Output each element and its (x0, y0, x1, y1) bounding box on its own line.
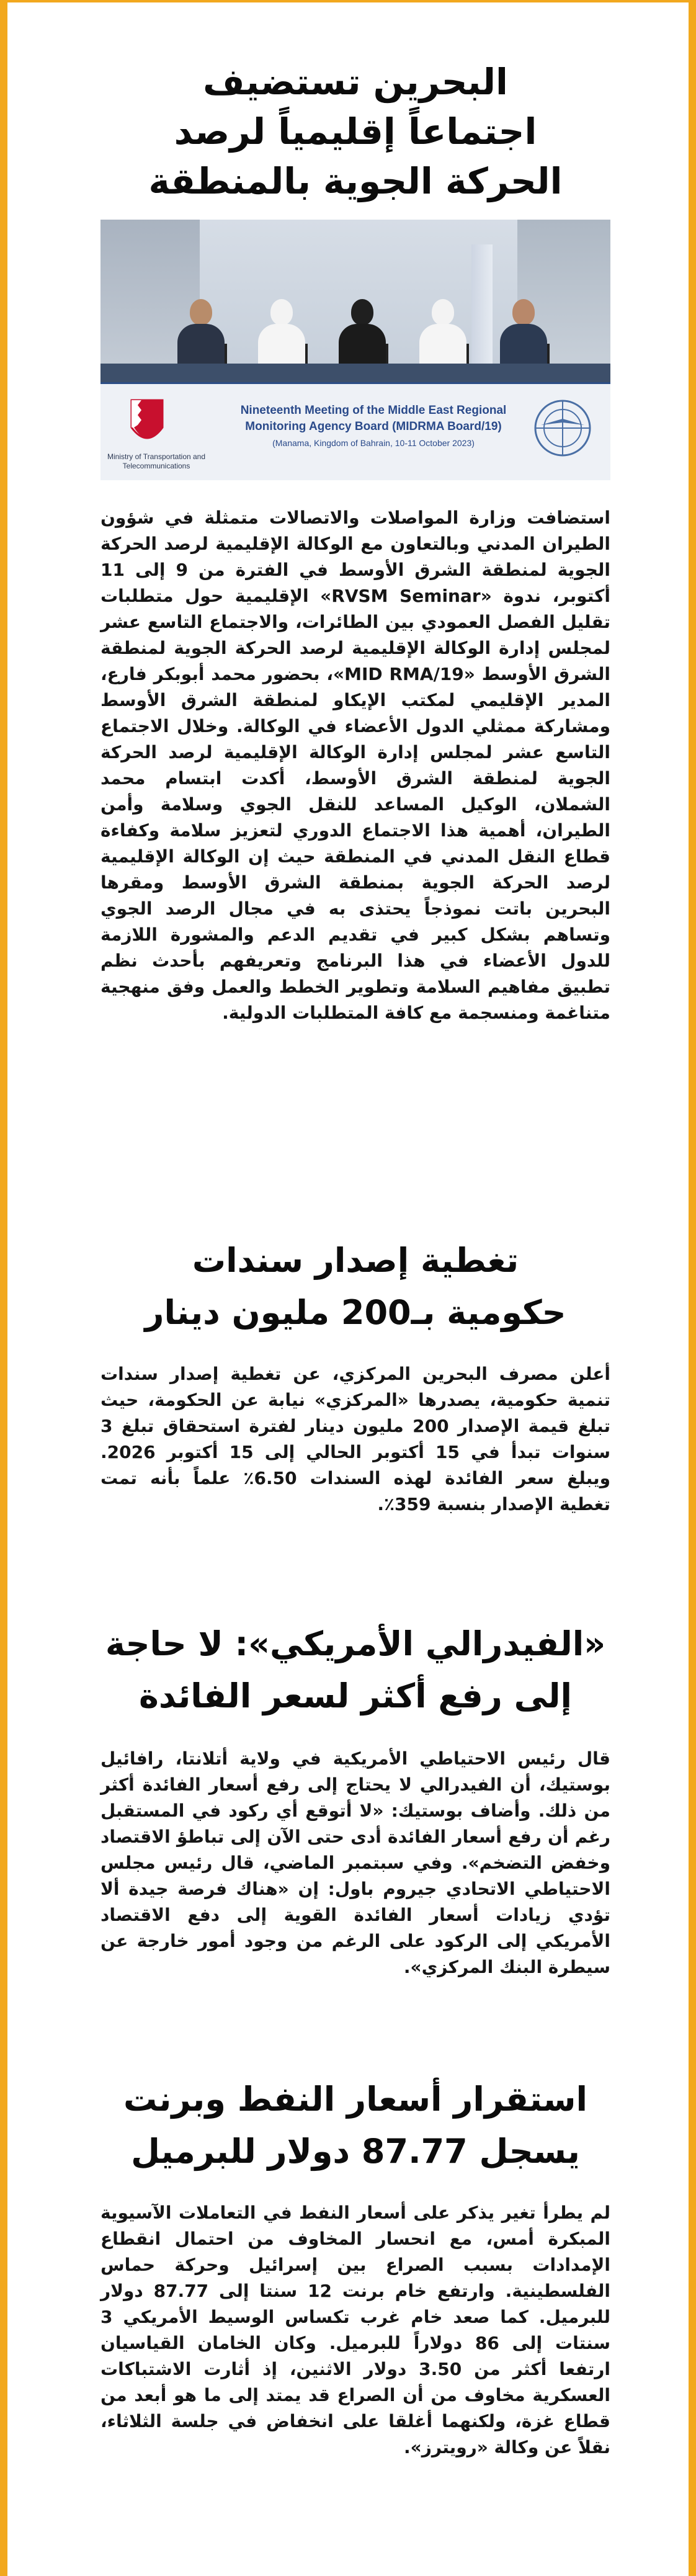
panelist (417, 299, 469, 373)
article-body: أعلن مصرف البحرين المركزي، عن تغطية إصدار سندات تنمية حكومية، يصدرها «المركزي» نيابة عن الحكومة، حيث تبلغ قيمة الإصدار 200 مليون دينار لفترة استحقاق تبلغ 3 سنوات تبدأ في 15 أكتوبر الحالي إلى 15 أكتوبر 2026. ويبلغ سعر الفائدة لهذه السندات 6.50٪ علماً بأنه تمت تغطية الإصدار بنسبة 359٪. (100, 1364, 611, 1514)
article-body: استضافت وزارة المواصلات والاتصالات متمثلة في شؤون الطيران المدني وبالتعاون مع الوكالة الإقليمية لرصد الحركة الجوية لمنطقة الشرق الأوسط في الفترة من 9 إلى 11 أكتوبر، ندوة «RVSM Seminar» الإقليمية حول متطلبات تقليل الفصل العمودي بين الطائرات، والاجتماع التاسع عشر لمجلس إدارة الوكالة الإقليمية لرصد الحركة الجوية لمنطقة الشرق الأوسط «19/MID RMA»، بحضور محمد أبوبكر فارع، المدير الإقليمي لمكتب الإيكاو لمنطقة الشرق الأوسط ومشاركة ممثلي الدول الأعضاء في الوكالة. وخلال الاجتماع التاسع عشر لمجلس إدارة الوكالة الإقليمية لرصد الحركة الجوية لمنطقة الشرق الأوسط، أكدت ابتسام محمد الشملان، الوكيل المساعد للنقل الجوي وسلامة وأمن الطيران، أهمية هذا الاجتماع الدوري لتعزيز سلامة وكفاءة قطاع النقل المدني في المنطقة حيث إن الوكالة الإقليمية لرصد الحركة الجوية بمنطقة الشرق الأوسط ومقرها البحرين باتت نموذجاً يحتذى به في مجال الرصد الجوي وتساهم بشكل كبير في تقديم الدعم والمشورة اللازمة للدول الأعضاء في هذا البرنامج وتعريفهم بأحدث نظم تطبيق مفاهيم السلامة وتطوير الخطط والعمل وفق منهجية متناغمة ومنسجمة مع كافة المتطلبات الدولية. (100, 508, 611, 1023)
panelist (497, 299, 550, 373)
microphone (547, 344, 550, 366)
ministry-label: Ministry of Transportation and Telecommunications (107, 452, 206, 470)
microphone (386, 344, 388, 366)
icao-emblem-icon (529, 394, 597, 462)
banner-subtitle: (Manama, Kingdom of Bahrain, 10-11 October 2023) (272, 438, 475, 448)
article-1-headline (100, 57, 610, 206)
panelist (336, 299, 388, 373)
headline-line: تغطية إصدار سندات (192, 1241, 519, 1280)
article-2-headline (100, 1235, 610, 1339)
conference-photo (100, 220, 610, 480)
microphone (305, 344, 308, 366)
article-3-body (100, 1746, 610, 1980)
headline-line: حكومية بـ200 مليون دينار (145, 1293, 566, 1332)
article-4-body (100, 2200, 610, 2461)
headline-line: إلى رفع أكثر لسعر الفائدة (138, 1676, 573, 1715)
bahrain-emblem-icon (119, 395, 175, 451)
article-body: قال رئيس الاحتياطي الأمريكية في ولاية أتلانتا، رافائيل بوستيك، أن الفيدرالي لا يحتاج إلى رفع أسعار الفائدة أكثر من ذلك. وأضاف بوستيك: «لا أتوقع أي ركود في المستقبل رغم أن رفع أسعار الفائدة أدى حتى الآن إلى تباطؤ الاقتصاد وخفض التضخم». وفي سبتمبر الماضي، قال رئيس مجلس الاحتياطي الاتحادي جيروم باول: إن «هناك فرصة جيدة ألا تؤدي زيادات أسعار الفائدة القوية إلى دفع الاقتصاد الأمريكي إلى الركود على الرغم من وجود أمور خارجة عن سيطرة البنك المركزي». (100, 1748, 610, 1977)
headline-line: يسجل 87.77 دولار للبرميل (131, 2132, 580, 2171)
microphone (466, 344, 469, 366)
meeting-banner (100, 382, 610, 480)
article-body: لم يطرأ تغير يذكر على أسعار النفط في التعاملات الآسيوية المبكرة أمس، مع انحسار المخاوف من احتمال انقطاع الإمدادات بسبب الصراع بين إسرائيل وحركة حماس الفلسطينية. وارتفع خام برنت 12 سنتا إلى 87.77 دولار للبرميل. كما صعد خام غرب تكساس الوسيط الأمريكي 3 سنتات إلى 86 دولاراً للبرميل. وكان الخامان القياسيان ارتفعا أكثر من 3.50 دولار الاثنين، إذ أثارت الاشتباكات العسكرية مخاوف من أن الصراع قد يمتد إلى ما هو أبعد من قطاع غزة، ولكنهما أغلقا على انخفاض في جلسة الثلاثاء، نقلاً عن وكالة «رويترز». (100, 2203, 610, 2457)
flag (471, 244, 493, 369)
article-1-body (100, 505, 610, 1026)
panelist (175, 299, 227, 373)
article-2-body (100, 1361, 610, 1518)
headline-line: استقرار أسعار النفط وبرنت (123, 2080, 587, 2119)
conference-table (100, 364, 610, 382)
banner-title: Nineteenth Meeting of the Middle East Regional Monitoring Agency Board (MIDRMA Board/19) (240, 404, 507, 433)
headline-line: «الفيدرالي الأمريكي»: لا حاجة (105, 1624, 606, 1663)
headline-line: الحركة الجوية بالمنطقة (148, 160, 563, 202)
headline-line: اجتماعاً إقليمياً لرصد (174, 110, 537, 153)
headline-line: البحرين تستضيف (203, 61, 508, 103)
article-4-headline (100, 2073, 610, 2178)
microphone (225, 344, 227, 366)
panelist (256, 299, 308, 373)
article-3-headline (100, 1618, 610, 1722)
